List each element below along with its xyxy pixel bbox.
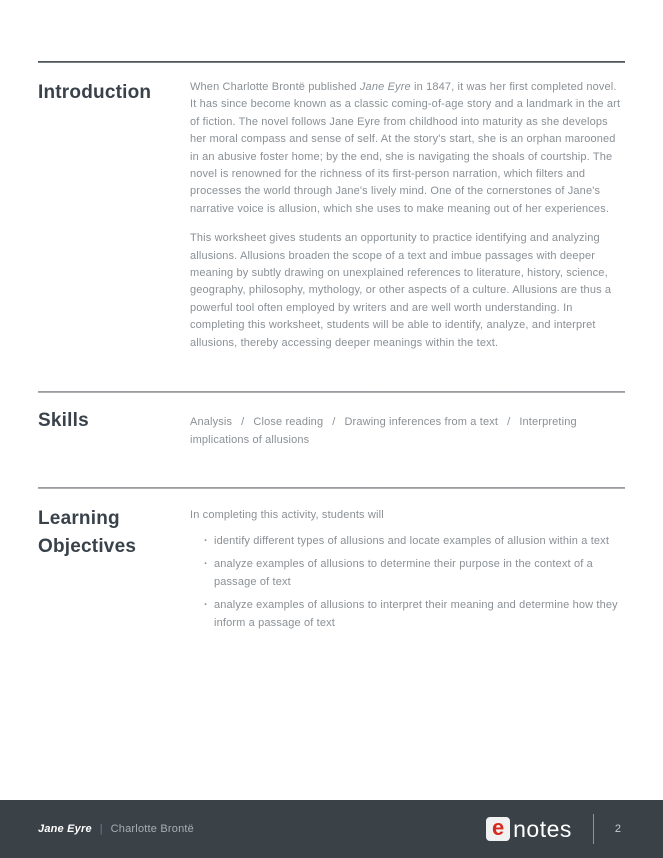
footer-brand-area (486, 814, 621, 844)
introduction-heading-column (38, 79, 190, 107)
footer-book-info (38, 823, 194, 835)
objectives-heading-column (38, 505, 190, 561)
introduction-heading: Introduction (38, 82, 152, 103)
skill-item: Interpreting implications of allusions (190, 416, 577, 446)
skills-section (38, 407, 625, 449)
skill-separator: / (507, 416, 511, 428)
objectives-body (190, 505, 625, 638)
footer-vertical-divider (593, 814, 594, 844)
book-title-italic: Jane Eyre (359, 81, 411, 93)
introduction-section (38, 79, 625, 352)
introduction-body (190, 79, 625, 352)
objectives-divider (38, 487, 625, 489)
enotes-e-icon: e (486, 817, 510, 841)
top-divider (38, 61, 625, 63)
skill-separator: / (332, 416, 336, 428)
footer-book-title: Jane Eyre (38, 823, 92, 835)
learning-objectives-heading: Learning Objectives (38, 508, 137, 557)
objective-item: · analyze examples of allusions to determine their purpose in the context of a passage of text (190, 556, 625, 591)
page-footer (0, 800, 663, 858)
footer-author: Charlotte Brontë (110, 823, 194, 835)
skills-list (190, 407, 625, 449)
enotes-logo (486, 817, 572, 841)
skill-separator: / (241, 416, 245, 428)
objective-item: · identify different types of allusions and locate examples of allusion within a text (190, 533, 625, 550)
page-number: 2 (614, 823, 621, 835)
intro-paragraph-1 (190, 79, 625, 218)
intro-paragraph-2: This worksheet gives students an opportunity to practice identifying and analyzing allusions. Allusions broaden the scope of a text and imbue passages with deeper meaning by subtly drawing on unexplained references to literature, history, science, geography, philosophy, mythology, or other aspects of a culture. Allusions are thus a powerful tool often employed by writers and are well worth understanding. In completing this worksheet, students will be able to identify, analyze, and interpret allusions, thereby accessing deeper meanings within the text. (190, 232, 612, 349)
intro-paragraph-1-continued: in 1847, it was her first completed novel. It has since become known as a classic coming-of-age story and a landmark in the art of fiction. The novel follows Jane Eyre from childhood into maturity as she develops her moral compass and sense of self. At the story's start, she is an orphan marooned in an abusive foster home; by the end, she is navigating the shoals of courtship. The novel is renowned for the richness of its first-person narration, which filters and processes the world through Jane's lively mind. One of the cornerstones of Jane's narrative voice is allusion, which she uses to make meaning out of her experiences. (190, 81, 621, 215)
skill-item: Drawing inferences from a text (344, 416, 499, 428)
learning-objectives-section (38, 505, 625, 638)
skill-item: Close reading (253, 416, 324, 428)
objectives-intro-text: In completing this activity, students will (190, 509, 384, 521)
skills-heading-column (38, 407, 190, 435)
skills-divider (38, 391, 625, 393)
skill-item: Analysis (190, 416, 233, 428)
intro-paragraph-1-text: When Charlotte Brontë published (190, 81, 360, 93)
enotes-logo-text: notes (513, 815, 572, 842)
footer-title-separator: | (99, 823, 103, 835)
skills-heading: Skills (38, 410, 89, 431)
objective-item: · analyze examples of allusions to interpret their meaning and determine how they inform a passage of text (190, 597, 625, 632)
objectives-list (190, 533, 625, 632)
